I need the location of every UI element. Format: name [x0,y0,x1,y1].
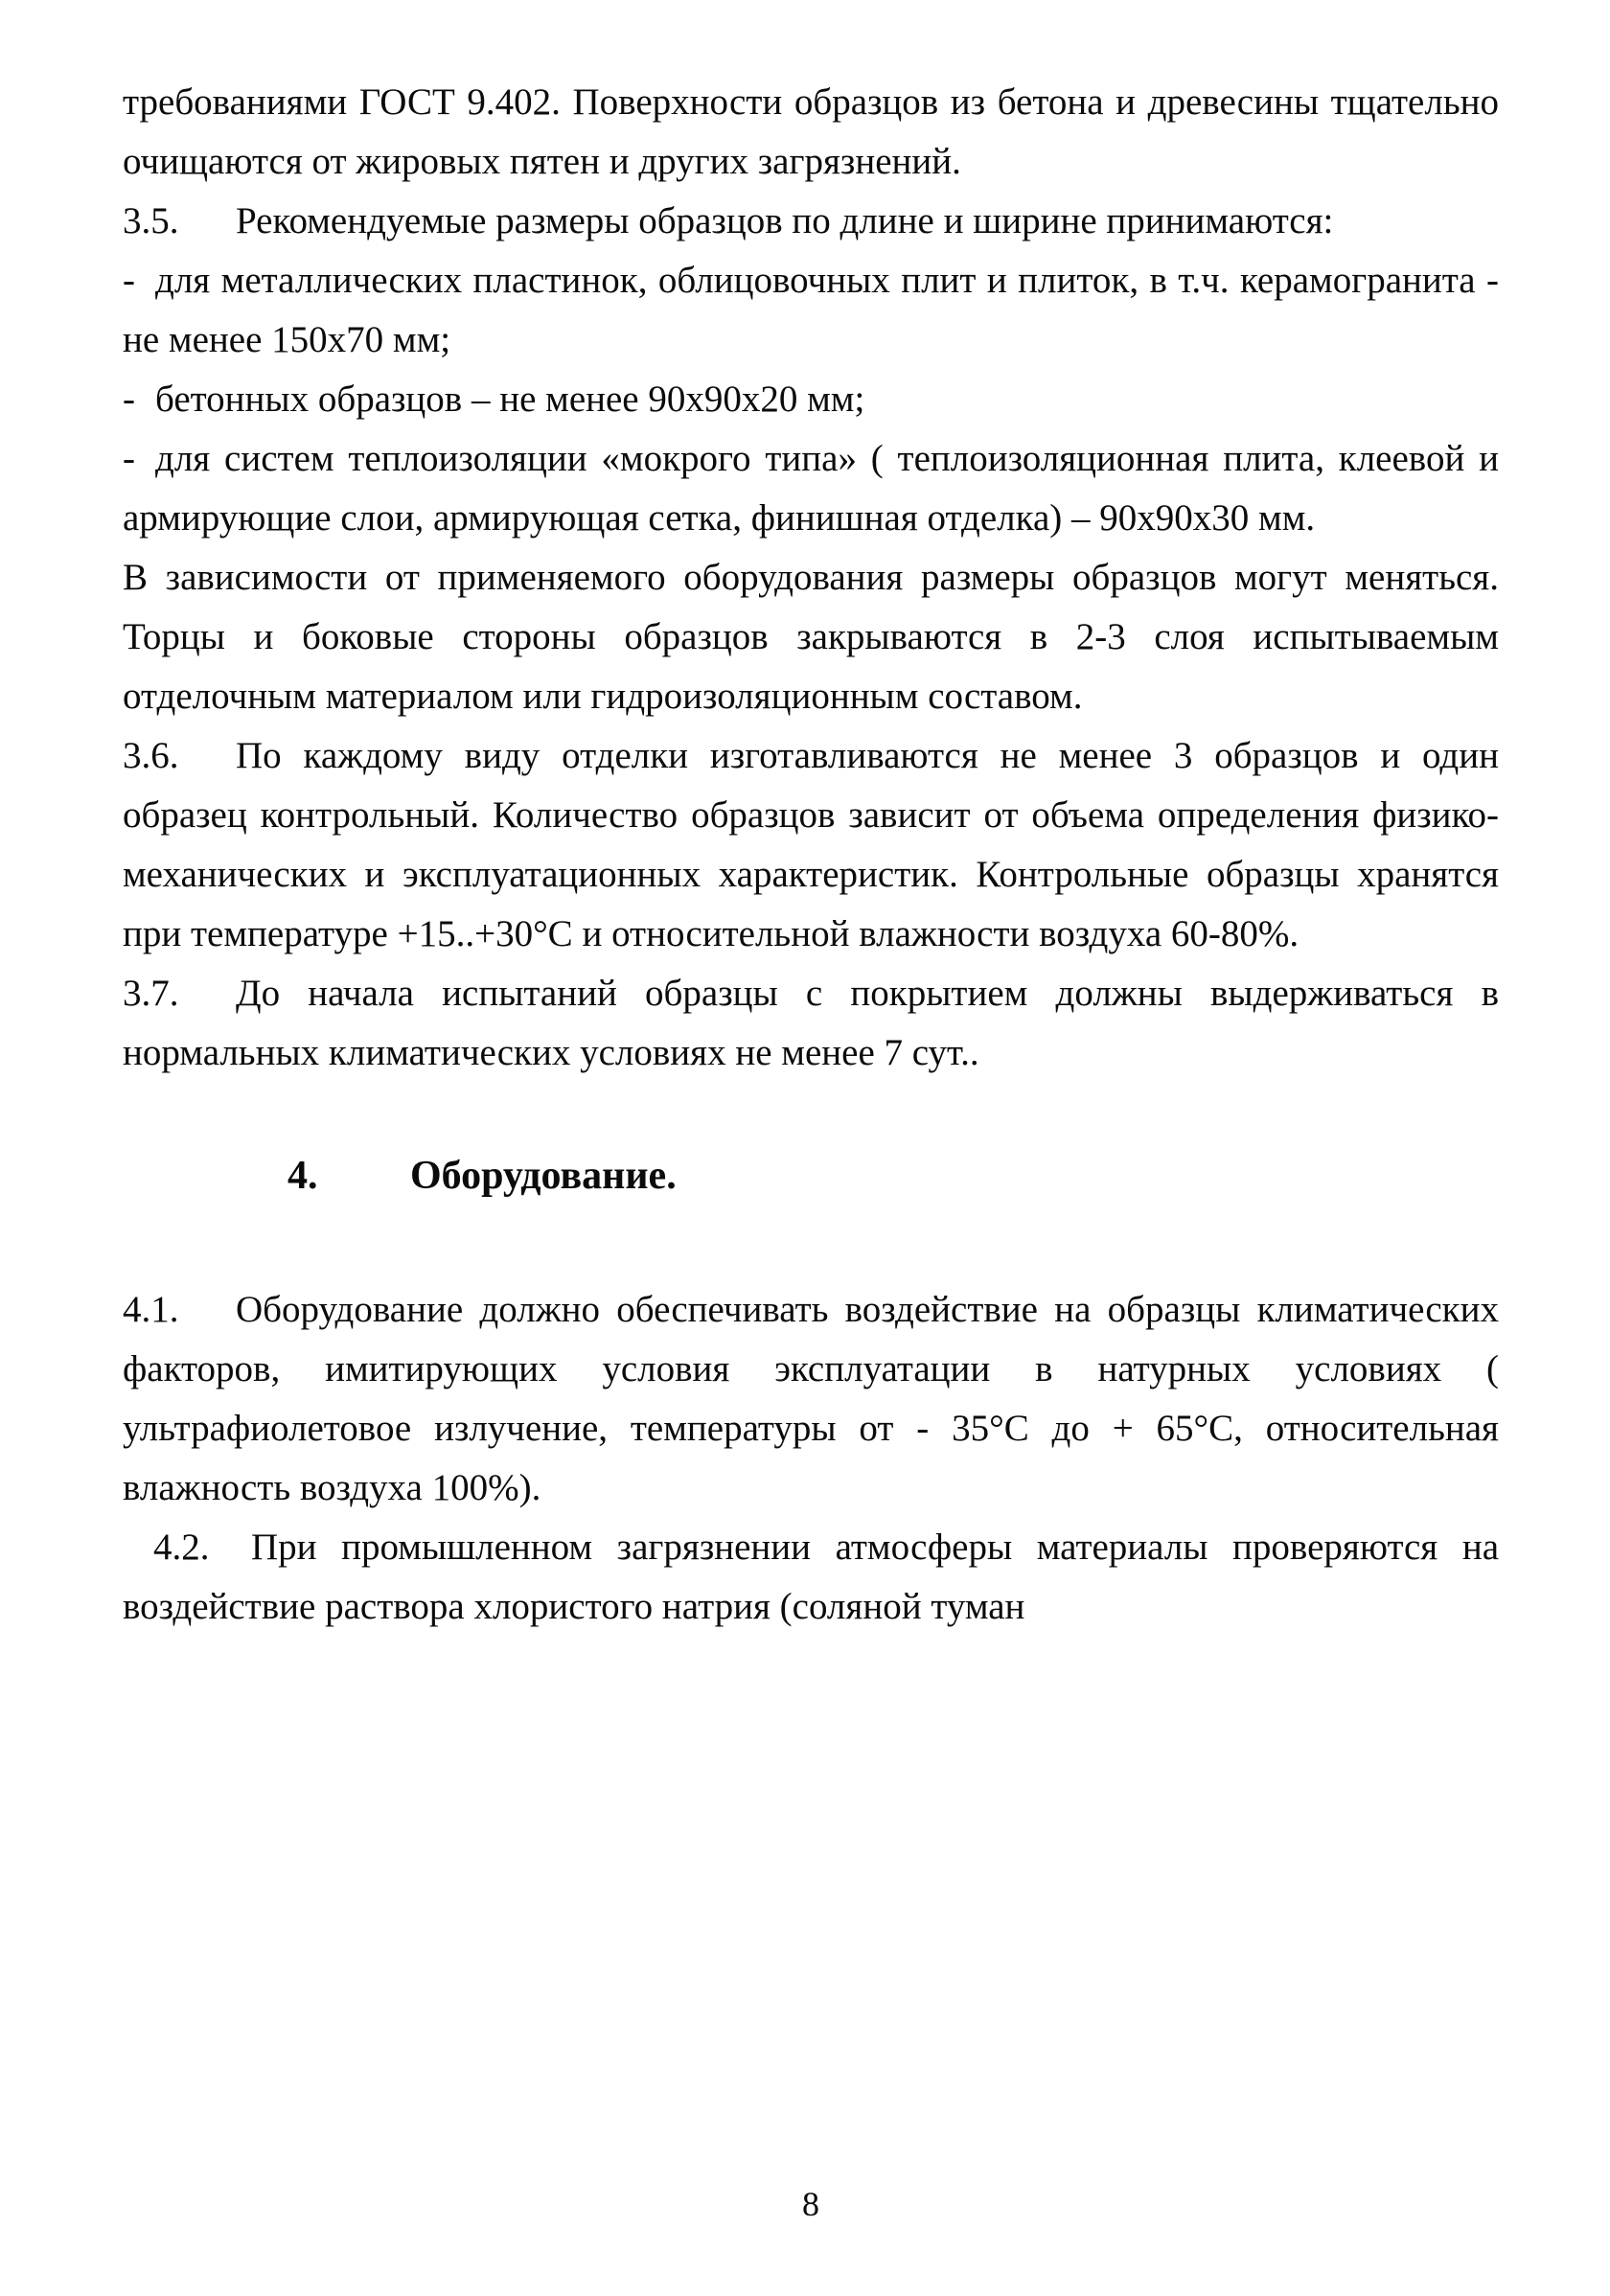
paragraph-number: 3.5. [123,200,179,241]
paragraph-4-1 [123,1280,1499,1518]
paragraph-3-6 [123,726,1499,964]
list-item-text: для металлических пластинок, облицовочных плит и плиток, в т.ч. керамогранита - не менее 150х70 мм; [123,260,1499,360]
paragraph-number: 3.7. [123,973,179,1014]
paragraph-intro [123,73,1499,192]
list-item [123,251,1499,370]
section-title: Оборудование. [410,1154,677,1198]
paragraph-text: До начала испытаний образцы с покрытием должны выдерживаться в нормальных климатических условиях не менее 7 сут.. [123,973,1499,1073]
paragraph-number: 4.2. [153,1527,210,1568]
dash-bullet: - [123,260,135,301]
page-body [123,73,1499,1637]
page-number: 8 [802,2185,819,2223]
dash-bullet: - [123,379,135,420]
list-item-text: бетонных образцов – не менее 90х90х20 мм; [155,379,865,420]
dash-bullet: - [123,438,135,479]
list-item [123,429,1499,548]
paragraph-text: Рекомендуемые размеры образцов по длине и ширине принимаются: [236,200,1334,241]
paragraph-3-5 [123,192,1499,251]
paragraph-3-7 [123,964,1499,1083]
paragraph-text: В зависимости от применяемого оборудования размеры образцов могут меняться. Торцы и боковые стороны образцов закрываются в 2-3 слоя испытываемым отделочным материалом или гидроизоляционным составом. [123,557,1499,717]
paragraph-number: 3.6. [123,735,179,776]
paragraph-note [123,548,1499,726]
paragraph-4-2 [123,1518,1499,1637]
paragraph-text: Оборудование должно обеспечивать воздействие на образцы климатических факторов, имитирующих условия эксплуатации в натурных условиях ( ультрафиолетовое излучение, температуры от - 35°С до + 65°С, относительная влажность воздуха 100%). [123,1289,1499,1508]
list-item [123,370,1499,429]
paragraph-text: По каждому виду отделки изготавливаются не менее 3 образцов и один образец контрольный. Количество образцов зависит от объема определения физико-механических и эксплуатационных характеристик. Контрольные образцы хранятся при температуре +15..+30°С и относительной влажности воздуха 60-80%. [123,735,1499,954]
section-number: 4. [288,1154,318,1198]
paragraph-text: При промышленном загрязнении атмосферы материалы проверяются на воздействие раствора хлористого натрия (соляной туман [123,1527,1499,1627]
list-item-text: для систем теплоизоляции «мокрого типа» ( теплоизоляционная плита, клеевой и армирующие слои, армирующая сетка, финишная отделка) – 90х90х30 мм. [123,438,1499,539]
section-heading [123,1146,1499,1205]
paragraph-text: требованиями ГОСТ 9.402. Поверхности образцов из бетона и древесины тщательно очищаются от жировых пятен и других загрязнений. [123,81,1499,182]
paragraph-number: 4.1. [123,1289,179,1330]
